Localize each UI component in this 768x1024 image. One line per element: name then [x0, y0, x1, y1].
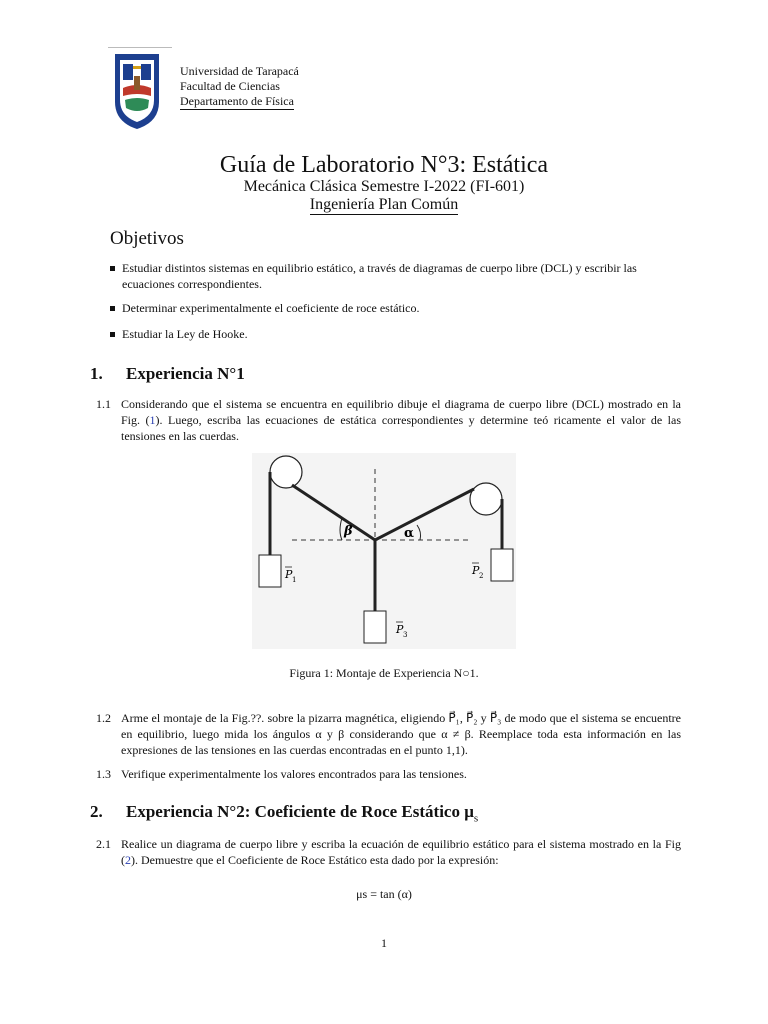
figure-ref-link[interactable]: 1 — [149, 413, 156, 427]
list-item: 1.2 Arme el montaje de la Fig.??. sobre la pizarra magnética, eligiendo P⃗₁, P⃗₂ y P⃗₃ de modo que el sistema se encuentre en equilibrio, luego mida los ángulos α y β considerando que α ≠ β. Reemplace toda esta información en las expresiones de las tensiones en las cuerdas encontradas en el punto 1,1). — [96, 711, 681, 757]
objective-item: Determinar experimentalmente el coeficiente de roce estático. — [110, 300, 680, 316]
angle-beta-label: β — [344, 524, 353, 539]
svg-text:2: 2 — [479, 572, 484, 580]
list-item: 1.3 Verifique experimentalmente los valores encontrados para las tensiones. — [96, 767, 467, 781]
experiment-figure — [252, 453, 516, 649]
list-item: 1.1 Considerando que el sistema se encuentra en equilibrio dibuje el diagrama de cuerpo libre (DCL) mostrado en la Fig. (1). Luego, escriba las ecuaciones de estática correspondientes y determine teó ricamente el valor de las tensiones en las cuerdas. — [96, 397, 681, 443]
svg-text:P: P — [285, 568, 293, 581]
list-item: 2.1 Realice un diagrama de cuerpo libre y escriba la ecuación de equilibrio estático para el sistema mostrado en la Fig (2). Demuestre que el Coeficiente de Roce Estático esta dado por la expresión: — [96, 837, 681, 867]
figure-caption: Figura 1: Montaje de Experiencia N○1. — [289, 666, 479, 680]
institution-block — [180, 64, 299, 110]
section-heading-1: 1. Experiencia N°1 — [90, 364, 245, 383]
objective-item: Estudiar la Ley de Hooke. — [110, 326, 680, 342]
svg-text:3: 3 — [403, 631, 408, 639]
svg-text:P: P — [472, 564, 480, 577]
bullet-icon — [110, 266, 115, 271]
svg-text:1: 1 — [292, 576, 297, 584]
page-title: Guía de Laboratorio N°3: Estática — [219, 152, 549, 178]
department-name: Departamento de Física — [180, 94, 294, 108]
program-name: Ingeniería Plan Común — [309, 196, 459, 213]
objectives-heading: Objetivos — [110, 228, 184, 249]
bullet-icon — [110, 332, 115, 337]
objective-item: Estudiar distintos sistemas en equilibrio estático, a través de diagramas de cuerpo libre (DCL) y escribir las ecuaciones correspondientes. — [110, 260, 680, 292]
angle-alpha-label: α — [404, 526, 415, 541]
faculty-name: Facultad de Ciencias — [180, 79, 280, 93]
svg-text:P: P — [396, 623, 404, 636]
section-heading-2: 2. Experiencia N°2: Coeficiente de Roce Estático $\mu_s$ — [90, 802, 479, 825]
formula: μs = tan (α) — [356, 887, 412, 901]
pulley-right-icon — [470, 483, 502, 515]
pulley-left-icon — [270, 456, 302, 488]
university-name: Universidad de Tarapacá — [180, 64, 299, 78]
header-rule — [108, 47, 172, 48]
course-subtitle: Mecánica Clásica Semestre I-2022 (FI-601) — [243, 178, 525, 195]
bullet-icon — [110, 306, 115, 311]
page-number: 1 — [381, 936, 387, 950]
weight-p1-icon — [259, 555, 281, 587]
weight-p3-icon — [364, 611, 386, 643]
weight-p2-icon — [491, 549, 513, 581]
university-logo-icon — [112, 52, 162, 130]
figure-ref-link[interactable]: 2 — [125, 853, 131, 867]
subtitle-block — [0, 178, 768, 215]
